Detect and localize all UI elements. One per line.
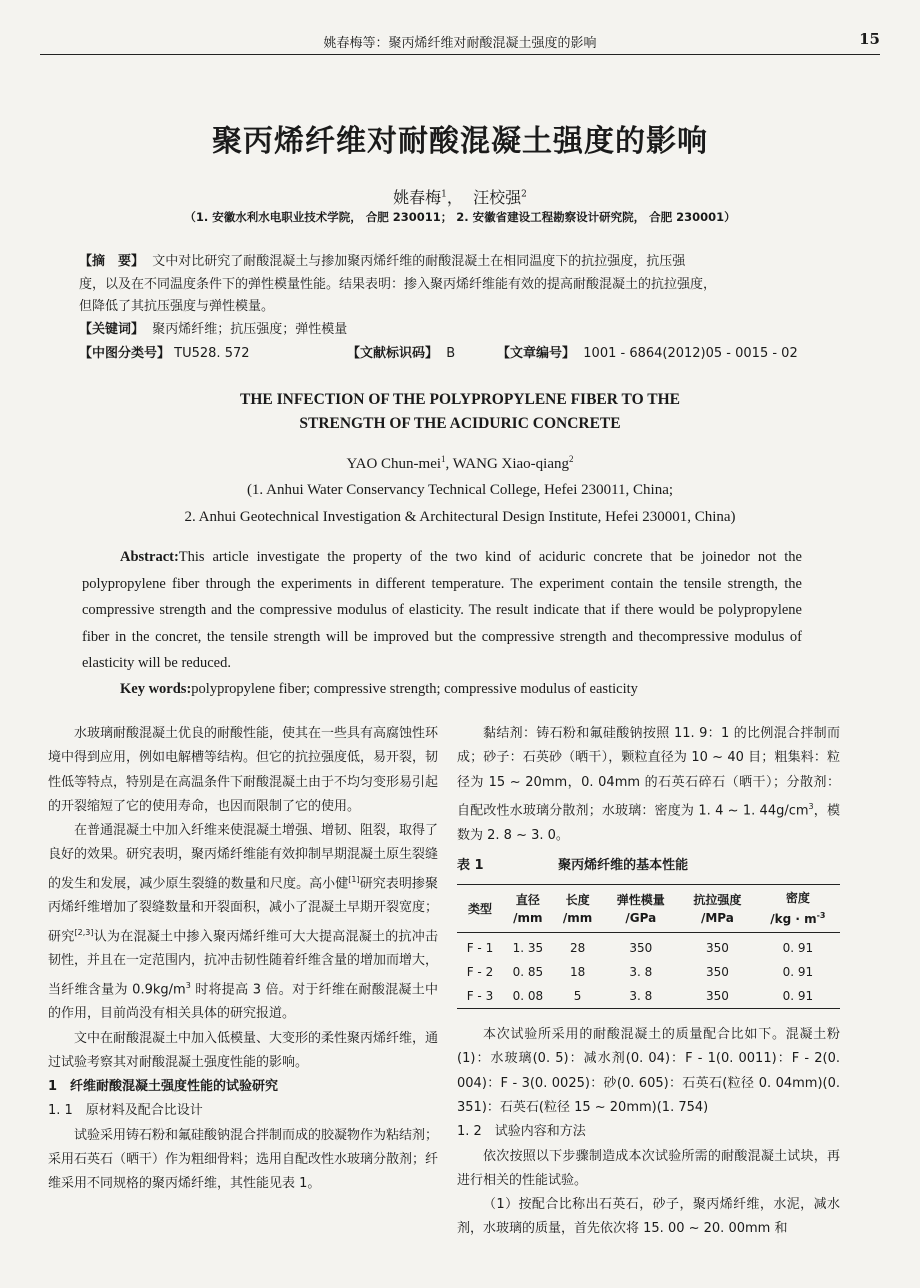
table-cell: 3. 8 [629, 989, 653, 1004]
abstract-cn-line-2: 度，以及在不同温度条件下的弹性模量性能。结果表明：掺入聚丙烯纤维能有效的提高耐酸混凝土的抗拉强度， [79, 277, 717, 292]
abstract-en [82, 544, 802, 677]
materials-text-a: 黏结剂：铸石粉和氟硅酸钠按照 11. 9：1 的比例混合拌制而成；砂子：石英砂（晒干），颗粒直径为 10 ~ 40 目；粗集料：粒径为 15 ~ 20mm，0. 04mm 的石英石碎石（晒干）；分散剂：自配改性水玻璃分散剂；水玻璃：密度为 1. 4 ~ 1. 44g/cm [457, 726, 840, 819]
title-cn: 聚丙烯纤维对耐酸混凝土强度的影响 [212, 124, 708, 159]
table-1-caption [457, 854, 840, 878]
clc-value: TU528. 572 [174, 346, 250, 361]
mix-ratio-para: 本次试验所采用的耐酸混凝土的质量配合比如下。混凝土粉(1)：水玻璃(0. 5)：减水剂(0. 04)：F - 1(0. 0011)：F - 2(0. 004)：F - 3(0. 0025)：砂(0. 605)：石英石(粒径 0. 04mm)(0. 351)：石英石(粒径 15 ~ 20mm)(1. 754) [457, 1027, 840, 1115]
author-sep-cn: ， [446, 188, 463, 207]
table-cell: 0. 85 [512, 965, 544, 980]
body-para-2b: 研究表明掺聚丙烯纤维增加了裂缝数量和开裂面积，减小了混凝土早期开裂宽度；研究 [48, 876, 439, 945]
table-cell: 5 [573, 989, 582, 1004]
table-header-row [457, 885, 840, 933]
table-cell: F - 1 [466, 941, 494, 956]
keywords-cn-text: 聚丙烯纤维；抗压强度；弹性模量 [152, 322, 348, 337]
doc-code-label: 【文献标识码】 [347, 346, 439, 361]
body-left-column [48, 722, 438, 1197]
author-2-cn: 汪校强 [473, 188, 522, 207]
keywords-cn-label: 【关键词】 [79, 322, 145, 337]
keywords-en-text: polypropylene fiber; compressive strength; compressive modulus of easticity [191, 681, 638, 697]
authors-en [0, 454, 920, 473]
author-2-sup: 2 [521, 189, 527, 200]
table-cell: 28 [569, 941, 586, 956]
affiliation-en-1: (1. Anhui Water Conservancy Technical College, Hefei 230011, China; [246, 482, 674, 498]
table-row [457, 960, 840, 984]
authors-cn [0, 185, 920, 208]
page-number: 15 [859, 30, 880, 48]
body-para-2a: 在普通混凝土中加入纤维来使混凝土增强、增韧、阻裂，取得了良好的效果。研究表明，聚丙烯纤维能有效抑制早期混凝土原生裂缝的发生和发展，减少原生裂缝的数量和尺度。高小健 [48, 823, 439, 892]
citation-1: [1] [348, 874, 360, 884]
title-en-line-1: THE INFECTION OF THE POLYPROPYLENE FIBER TO THE [240, 391, 680, 408]
author-sep-en: , [445, 456, 453, 472]
th-density-sup: -3 [816, 911, 826, 921]
abstract-cn-line-3: 但降低了其抗压强度与弹性模量。 [79, 299, 275, 314]
th-density-text: 密度 /kg · m [770, 891, 817, 927]
table-cell: 0. 91 [782, 989, 814, 1004]
table-1-title: 聚丙烯纤维的基本性能 [558, 857, 689, 873]
procedure-step-1: （1）按配合比称出石英石，砂子，聚丙烯纤维，水泥，减水剂，水玻璃的质量，首先依次将 15. 00 ~ 20. 00mm 和 [457, 1197, 840, 1237]
abstract-en-text: This article investigate the property of the two kind of aciduric concrete that be joinedor not the polypropylene fiber through the experiments in different temperature. The experiment contain the tensile strength, the compressive strength and the compressive modulus of elasticity. The result indicate that if there would be polypropylene fiber in the concret, the tensile strength will be improved but the compressive strength and thecompressive modulus of elasticity will be reduced. [82, 549, 802, 671]
author-2-en: WANG Xiao-qiang [452, 456, 570, 472]
citation-2-3: [2,3] [74, 927, 94, 937]
table-cell: 0. 91 [782, 941, 814, 956]
table-row [457, 984, 840, 1009]
th-diameter: 直径 /mm [513, 892, 543, 925]
table-cell: 1. 35 [512, 941, 544, 956]
materials-sup: 3 [808, 801, 814, 811]
section-1-1-heading: 1. 1 原材料及配合比设计 [48, 1103, 203, 1119]
section-1-heading: 1 纤维耐酸混凝土强度性能的试验研究 [48, 1079, 279, 1095]
table-cell: 350 [705, 989, 729, 1004]
table-cell: 0. 08 [512, 989, 544, 1004]
body-para-4: 试验采用铸石粉和氟硅酸钠混合拌制而成的胶凝物作为粘结剂；采用石英石（晒干）作为粗细骨料；选用自配改性水玻璃分散剂；纤维采用不同规格的聚丙烯纤维，其性能见表 1。 [48, 1127, 439, 1192]
materials-text-b: ，模数为 2. 8 ~ 3. 0。 [457, 803, 840, 843]
abstract-cn-label: 【摘 要】 [79, 254, 145, 269]
table-cell: F - 3 [466, 989, 494, 1004]
body-right-column [457, 722, 840, 1242]
table-cell: 0. 91 [782, 965, 814, 980]
body-para-3: 文中在耐酸混凝土中加入低模量、大变形的柔性聚丙烯纤维，通过试验考察其对耐酸混凝土强度性能的影响。 [48, 1030, 439, 1070]
unit-sup: 3 [185, 980, 191, 990]
doc-code-value: B [446, 346, 456, 361]
body-para-2c: 认为在混凝土中掺入聚丙烯纤维可大大提高混凝土的抗冲击韧性，并且在一定范围内，抗冲击韧性随着纤维含量的增加而增大，当纤维含量为 0.9kg/m [48, 929, 439, 997]
section-1-2-heading: 1. 2 试验内容和方法 [457, 1124, 586, 1140]
keywords-en [82, 676, 802, 703]
table-cell: 18 [569, 965, 586, 980]
table-cell: F - 2 [466, 965, 494, 980]
abstract-cn-line-1 [79, 252, 841, 271]
author-1-sup: 1 [441, 189, 447, 200]
author-2-en-sup: 2 [569, 454, 574, 464]
th-modulus: 弹性模量 /GPa [616, 892, 665, 925]
materials-para [457, 722, 840, 848]
author-1-en: YAO Chun-mei [346, 456, 442, 472]
article-no-value: 1001 - 6864(2012)05 - 0015 - 02 [583, 346, 798, 361]
th-type: 类型 [467, 901, 492, 916]
table-cell: 350 [705, 965, 729, 980]
keywords-en-label: Key words: [120, 681, 192, 697]
abstract-en-label: Abstract: [120, 549, 179, 565]
th-length: 长度 /mm [562, 892, 593, 925]
th-density [756, 885, 840, 933]
affiliation-en-2: 2. Anhui Geotechnical Investigation & Architectural Design Institute, Hefei 230001, China) [184, 509, 736, 525]
body-para-1: 水玻璃耐酸混凝土优良的耐酸性能，使其在一些具有高腐蚀性环境中得到应用，例如电解槽等结构。但它的抗拉强度低，易开裂，韧性低等特点，特别是在高温条件下耐酸混凝土由于不均匀变形易引起的开裂缩短了它的使用寿命，也因而限制了它的使用。 [48, 726, 439, 814]
running-header [40, 28, 880, 55]
procedure-intro-para: 依次按照以下步骤制造成本次试验所需的耐酸混凝土试块，再进行相关的性能试验。 [457, 1148, 840, 1188]
table-1-label: 表 1 [457, 857, 484, 873]
author-1-cn: 姚春梅 [393, 188, 442, 207]
article-no-label: 【文章编号】 [497, 346, 576, 361]
body-para-2 [48, 819, 438, 1026]
classification-line [79, 344, 841, 363]
affiliations-cn: （1. 安徽水利水电职业技术学院， 合肥 230011； 2. 安徽省建设工程勘察设计研究院， 合肥 230001） [184, 210, 736, 224]
keywords-cn [79, 320, 841, 339]
author-1-en-sup: 1 [441, 454, 446, 464]
clc-label: 【中图分类号】 [79, 346, 171, 361]
abstract-cn-text-1: 文中对比研究了耐酸混凝土与掺加聚丙烯纤维的耐酸混凝土在相同温度下的抗拉强度，抗压强 [152, 254, 686, 269]
th-tensile: 抗拉强度 /MPa [693, 892, 742, 925]
table-cell: 350 [629, 941, 653, 956]
running-title: 姚春梅等：聚丙烯纤维对耐酸混凝土强度的影响 [323, 36, 597, 51]
table-row [457, 933, 840, 961]
title-en [0, 388, 920, 436]
title-en-line-2: STRENGTH OF THE ACIDURIC CONCRETE [299, 415, 621, 432]
table-cell: 3. 8 [629, 965, 653, 980]
table-1 [457, 884, 840, 1009]
body-para-2d: 时将提高 3 倍。对于纤维在耐酸混凝土中的作用，目前尚没有相关具体的研究报道。 [48, 981, 438, 1022]
table-cell: 350 [705, 941, 729, 956]
